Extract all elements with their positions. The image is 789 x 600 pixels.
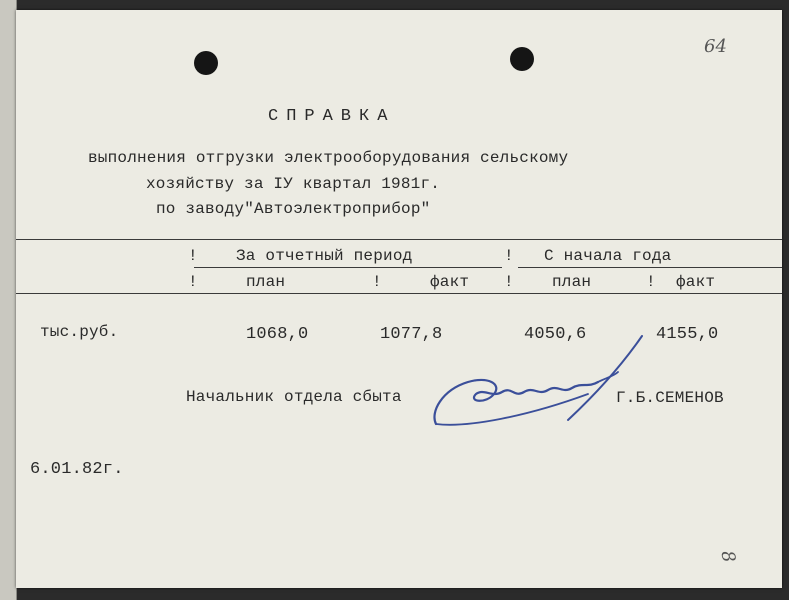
column-separator: ! (646, 273, 656, 291)
table-top-rule (16, 239, 782, 240)
value-plan-since-start: 4050,6 (524, 325, 587, 344)
group-header-since-start: С начала года (544, 247, 672, 265)
signatory-position: Начальник отдела сбыта (186, 388, 402, 406)
document-date: 6.01.82г. (30, 460, 124, 479)
subtitle-line-3: по заводу"Автоэлектроприбор" (156, 200, 431, 218)
row-unit-label: тыс.руб. (40, 323, 119, 341)
punch-hole (510, 47, 534, 71)
column-header-fact-since-start: факт (676, 273, 716, 291)
page-number: 64 (704, 36, 727, 57)
punch-hole (194, 51, 218, 75)
column-header-fact-reporting: факт (430, 273, 470, 291)
document-page (16, 10, 782, 588)
group-underline-reporting (194, 267, 502, 268)
group-header-reporting: За отчетный период (236, 247, 413, 265)
subtitle-line-1: выполнения отгрузки электрооборудования сельскому (88, 149, 569, 167)
document-title: СПРАВКА (268, 107, 396, 126)
group-underline-since-start (518, 267, 782, 268)
signatory-name: Г.Б.СЕМЕНОВ (616, 389, 724, 407)
binder-edge (0, 0, 17, 600)
column-header-plan-reporting: план (246, 273, 286, 291)
value-fact-reporting: 1077,8 (380, 325, 443, 344)
column-header-plan-since-start: план (552, 273, 592, 291)
value-plan-reporting: 1068,0 (246, 325, 309, 344)
column-separator: ! (504, 247, 514, 265)
handwritten-signature (428, 332, 658, 436)
value-fact-since-start: 4155,0 (656, 325, 719, 344)
table-header-rule (16, 293, 782, 294)
subtitle-line-2: хозяйству за IУ квартал 1981г. (146, 175, 441, 193)
column-separator: ! (188, 247, 198, 265)
column-separator: ! (188, 273, 198, 291)
corner-mark: 8 (716, 549, 740, 564)
column-separator: ! (504, 273, 514, 291)
column-separator: ! (372, 273, 382, 291)
